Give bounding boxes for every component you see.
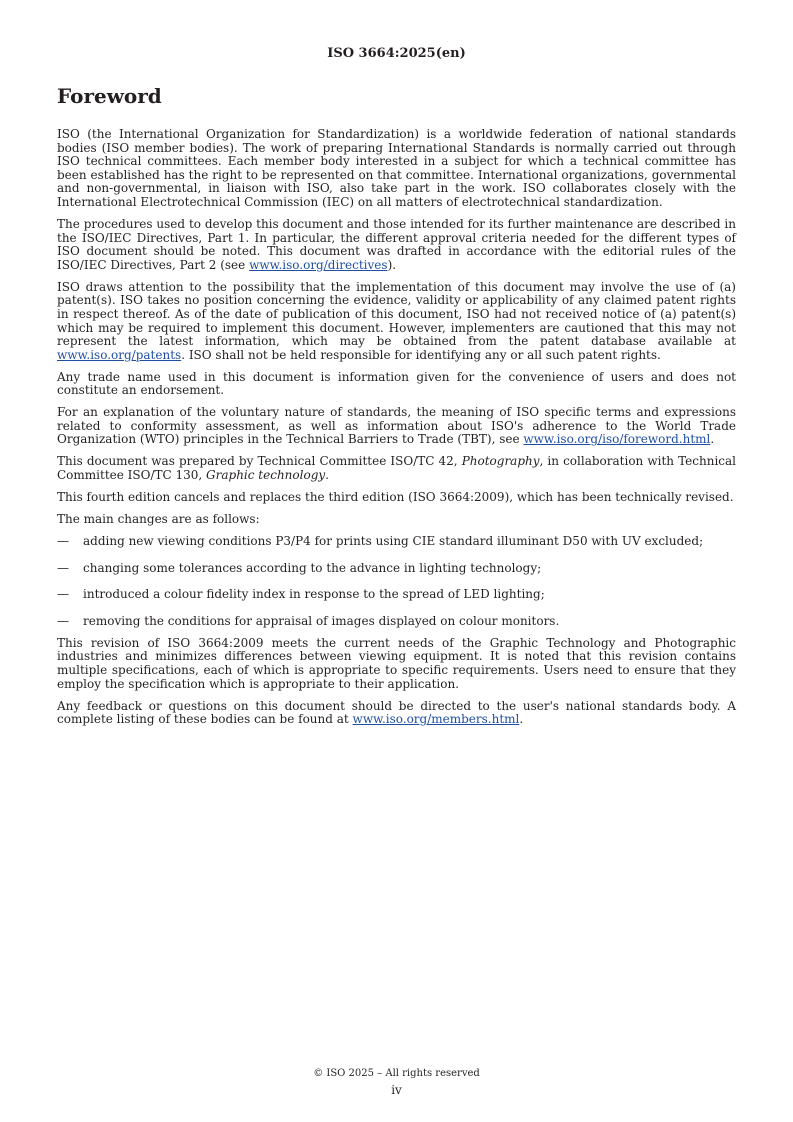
paragraph-text: For an explanation of the voluntary nature of standards, the meaning of ISO specific terms and expressions related to conformity assessment, as well as information about ISO's adherence to the World Trade Organization (WTO) principles in the Technical Barriers to Trade (TBT), see — [57, 405, 736, 447]
page-footer — [0, 1067, 793, 1099]
paragraph-changes-intro: The main changes are as follows: — [57, 511, 260, 526]
dash-bullet: — — [57, 587, 69, 602]
directives-link[interactable]: www.iso.org/directives — [249, 257, 388, 272]
foreword-body — [57, 128, 736, 735]
paragraph-text: The procedures used to develop this document and those intended for its further maintenance are described in the ISO/IEC Directives, Part 1. In particular, the different approval criteria needed for the different types of ISO document should be noted. This document was drafted in accordance with the editorial rules of the ISO/IEC Directives, Part 2 (see — [57, 216, 736, 272]
committee-name-photography: Photography — [461, 454, 540, 469]
paragraph-text: Any feedback or questions on this document should be directed to the user's national standards body. A complete listing of these bodies can be found at — [57, 698, 736, 727]
list-item — [57, 588, 736, 602]
document-id-header: ISO 3664:2025(en) — [327, 46, 466, 61]
paragraph-text: ISO draws attention to the possibility that the implementation of this document may involve the use of (a) patent(s). ISO takes no position concerning the evidence, validity or applicability of any claimed patent rights in respect thereof. As of the date of publication of this document, ISO had not received notice of (a) patent(s) which may be required to implement this document. However, implementers are cautioned that this may not represent the latest information, which may be obtained from the patent database available at — [57, 279, 736, 349]
paragraph-text: This document was prepared by Technical Committee ISO/TC 42, — [57, 454, 462, 469]
paragraph-tail: . ISO shall not be held responsible for identifying any or all such patent rights. — [181, 347, 661, 362]
members-link[interactable]: www.iso.org/members.html — [352, 712, 520, 727]
paragraph-text: , in collaboration with Technical Committee ISO/TC 130, — [57, 454, 737, 483]
paragraph-tail: . — [710, 432, 715, 447]
list-item — [57, 615, 736, 629]
foreword-link[interactable]: www.iso.org/iso/foreword.html — [523, 432, 711, 447]
paragraph-procedures — [57, 218, 736, 272]
paragraph-trade-name: Any trade name used in this document is information given for the convenience of users and does not constitute an endorsement. — [57, 369, 736, 398]
list-item — [57, 535, 736, 549]
list-item-text: removing the conditions for appraisal of images displayed on colour monitors. — [83, 613, 560, 628]
copyright-notice: © ISO 2025 – All rights reserved — [313, 1068, 480, 1079]
list-item — [57, 562, 736, 576]
list-item-text: introduced a colour fidelity index in response to the spread of LED lighting; — [83, 587, 545, 602]
paragraph-patents — [57, 281, 736, 363]
patents-link[interactable]: www.iso.org/patents — [57, 347, 182, 362]
paragraph-tail: . — [519, 712, 524, 727]
paragraph-revision: This revision of ISO 3664:2009 meets the current needs of the Graphic Technology and Photographic industries and minimizes differences between viewing equipment. It is noted that this revision contains multiple specifications, each of which is appropriate to specific requirements. Users need to ensure that they employ the specification which is appropriate to their application. — [57, 635, 736, 691]
paragraph-committee — [57, 455, 736, 482]
committee-name-graphic-technology: Graphic technology — [206, 468, 326, 483]
paragraph-voluntary-nature — [57, 406, 736, 447]
changes-list — [57, 535, 736, 628]
paragraph-iso-intro: ISO (the International Organization for Standardization) is a worldwide federation of national standards bodies (ISO member bodies). The work of preparing International Standards is normally carried out through ISO technical committees. Each member body interested in a subject for which a technical committee has been established has the right to be represented on that committee. International organizations, governmental and non-governmental, in liaison with ISO, also take part in the work. ISO collaborates closely with the International Electrotechnical Commission (IEC) on all matters of electrotechnical standardization. — [57, 127, 736, 209]
paragraph-edition: This fourth edition cancels and replaces the third edition (ISO 3664:2009), which has been technically revised. — [57, 490, 734, 504]
dash-bullet: — — [57, 613, 69, 628]
list-item-text: adding new viewing conditions P3/P4 for prints using CIE standard illuminant D50 with UV excluded; — [83, 533, 704, 548]
paragraph-tail: . — [325, 468, 329, 483]
paragraph-feedback — [57, 700, 736, 727]
dash-bullet: — — [57, 533, 69, 548]
page-title: Foreword — [57, 84, 162, 108]
dash-bullet: — — [57, 560, 69, 575]
list-item-text: changing some tolerances according to the advance in lighting technology; — [83, 560, 542, 575]
page-number: iv — [391, 1083, 402, 1097]
paragraph-tail: ). — [387, 257, 397, 272]
